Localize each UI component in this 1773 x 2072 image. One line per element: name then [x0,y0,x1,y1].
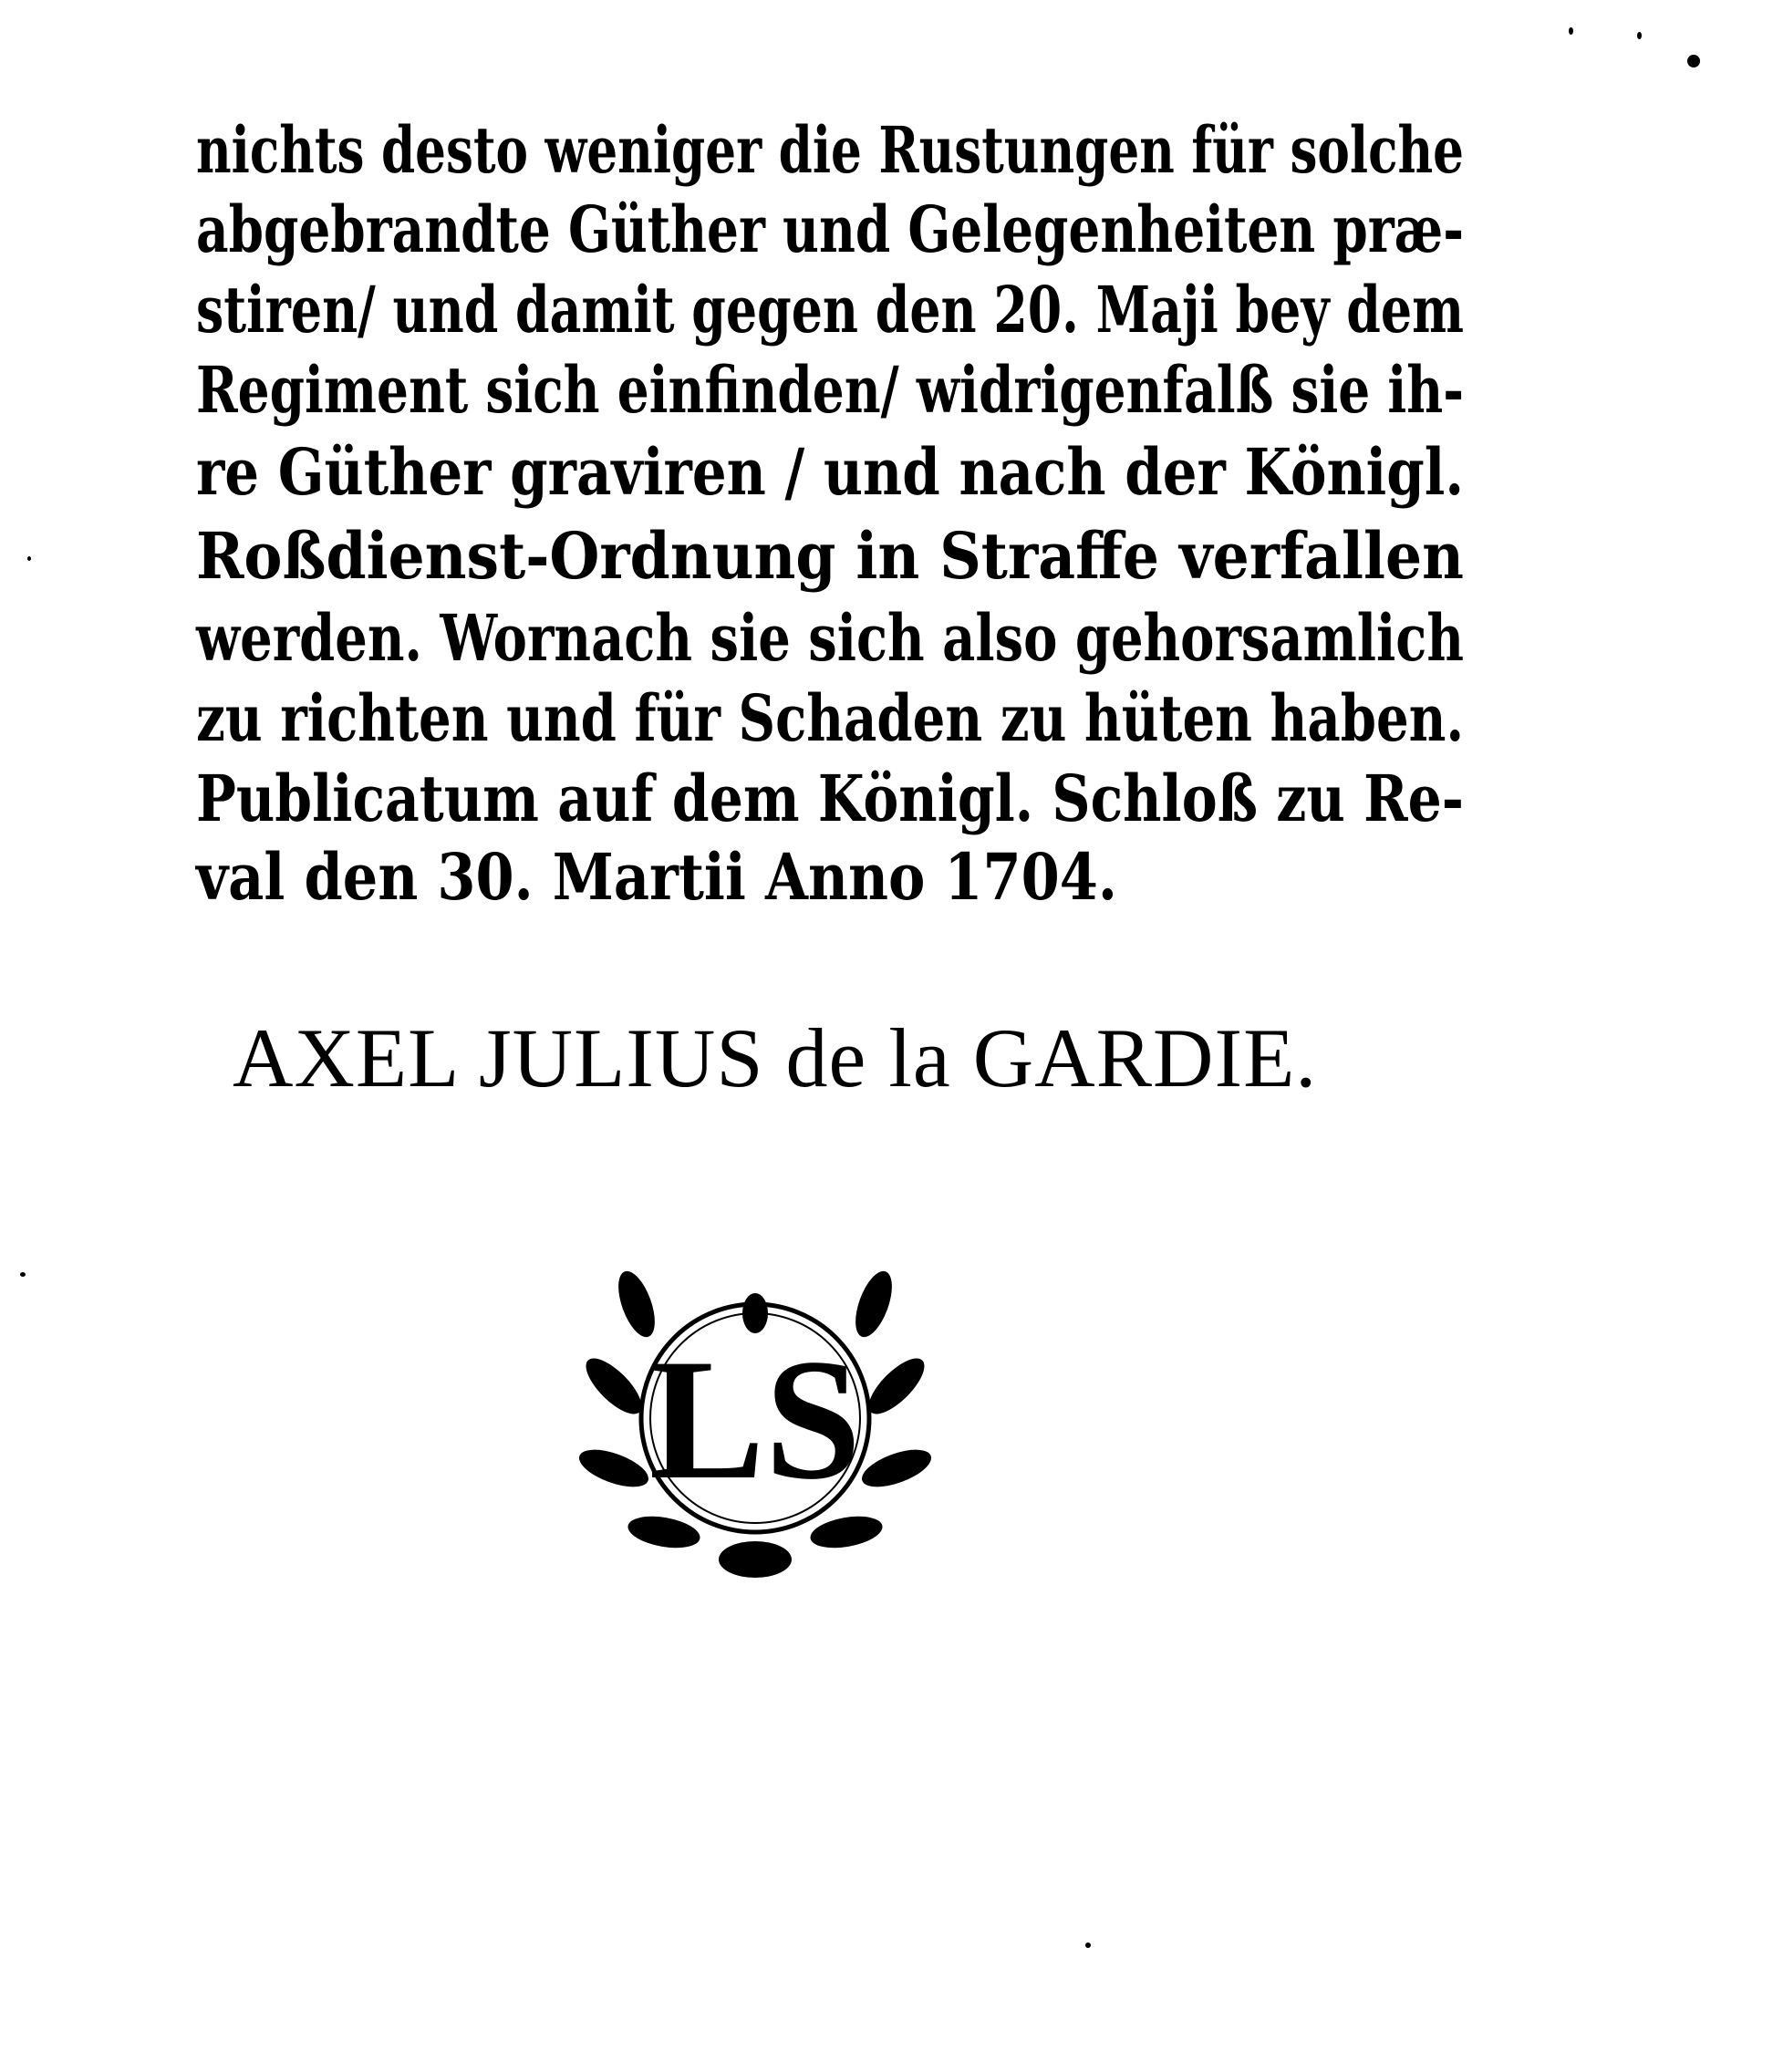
speck [20,1272,26,1277]
text-line-9-text: Publicatum auf dem Königl. Schloß zu Re- [196,761,1464,836]
speck [1569,27,1573,35]
text-line-5-text: re Güther graviren / und nach der Königl. [196,434,1464,510]
text-line-3-text: stiren/ und damit gegen den 20. Maji bey dem [196,272,1464,347]
text-line-8-text: zu richten und für Schaden zu hüten haben. [196,680,1464,756]
text-line-4 [196,354,1473,427]
text-line-2 [196,193,1473,266]
signature: AXEL JULIUS de la GARDIE. [233,1011,1318,1104]
seal-wreath-icon [573,1249,938,1596]
speck [1085,1942,1091,1948]
seal-monogram: LS [648,1324,862,1516]
text-line-4-text: Regiment sich einfinden/ widrigenfalß sie ih- [196,352,1464,428]
text-line-7-text: werden. Wornach sie sich also gehorsamlich [196,600,1464,676]
text-line-6-text: Roßdienst-Ordnung in Straffe verfallen [196,518,1464,594]
speck [1687,55,1700,67]
text-line-2-text: abgebrandte Güther und Gelegenheiten præ- [196,192,1464,267]
text-line-1 [196,114,1473,187]
text-line-1-text: nichts desto weniger die Rustungen für solche [196,112,1464,188]
text-line-6 [196,520,1473,593]
text-line-8 [196,682,1473,755]
text-line-7 [196,602,1473,675]
text-line-3 [196,274,1473,347]
speck [1637,32,1642,39]
speck [27,556,31,561]
text-line-10-text: val den 30. Martii Anno 1704. [196,839,1117,915]
text-line-10 [196,841,1473,914]
text-line-9 [196,762,1473,835]
text-line-5 [196,436,1473,509]
